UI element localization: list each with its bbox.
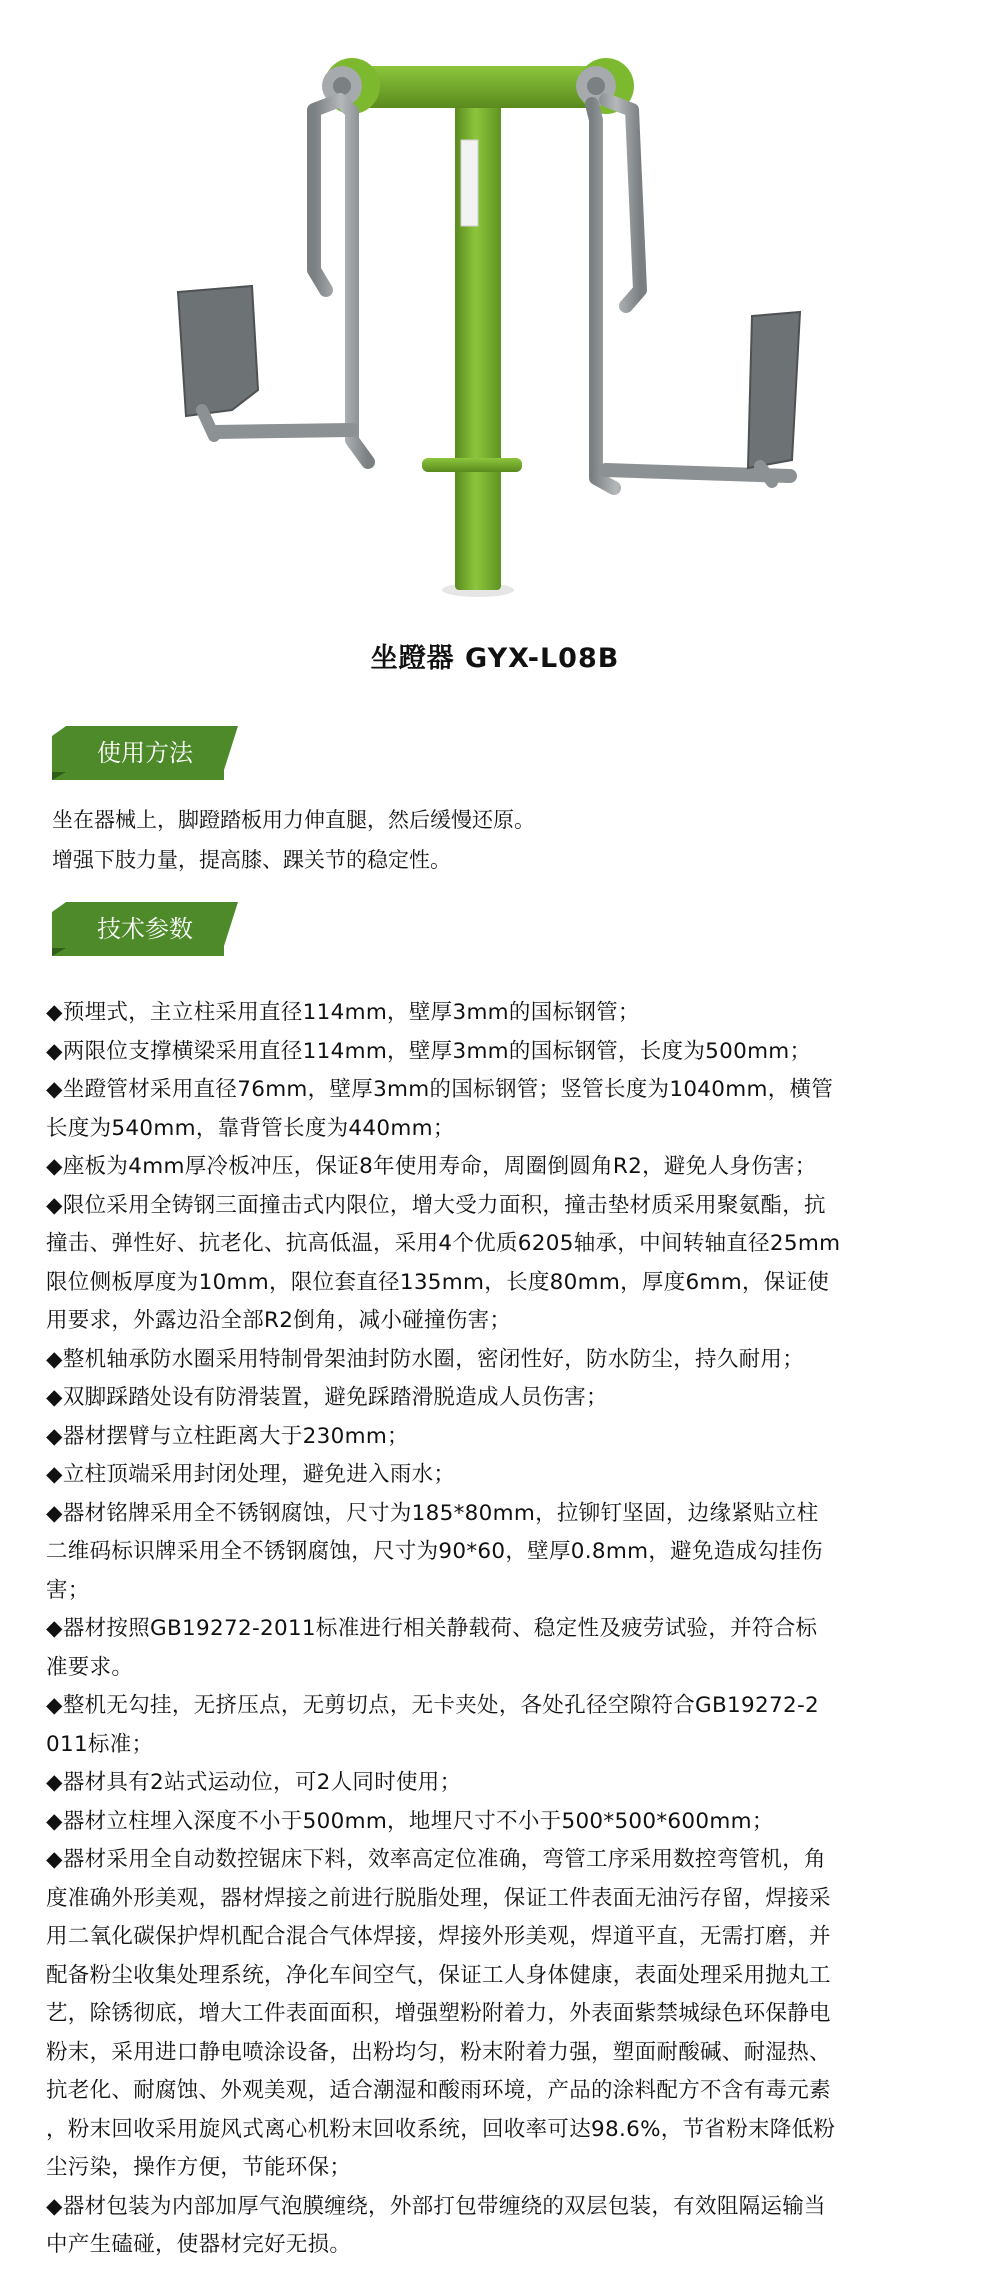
spec-line: 011标准；	[46, 1731, 154, 1757]
spec-line: ◆器材铭牌采用全不锈钢腐蚀，尺寸为185*80mm，拉铆钉坚固，边缘紧贴立柱	[46, 1500, 819, 1526]
spec-line: 二维码标识牌采用全不锈钢腐蚀，尺寸为90*60，壁厚0.8mm，避免造成勾挂伤	[46, 1539, 823, 1564]
spec-line: ◆立柱顶端采用封闭处理，避免进入雨水；	[46, 1462, 456, 1487]
spec-list	[46, 994, 966, 2265]
spec-line: 准要求。	[46, 1654, 134, 1680]
spec-line: 长度为540mm，靠背管长度为440mm；	[46, 1115, 455, 1141]
product-image	[0, 0, 990, 620]
left-swing-arm	[314, 100, 368, 462]
spec-line: 用要求，外露边沿全部R2倒角，减小碰撞伤害；	[46, 1308, 512, 1333]
product-title: 坐蹬器 GYX-L08B	[370, 643, 620, 674]
spec-line: 撞击、弹性好、抗老化、抗高低温，采用4个优质6205轴承，中间转轴直径25mm	[46, 1231, 841, 1256]
spec-line: 限位侧板厚度为10mm，限位套直径135mm，长度80mm，厚度6mm，保证使	[46, 1269, 830, 1295]
nameplate	[461, 140, 478, 226]
spec-line: ◆器材包装为内部加厚气泡膜缠绕，外部打包带缠绕的双层包装，有效阻隔运输当	[46, 2193, 826, 2219]
spec-line: ◆器材摆臂与立柱距离大于230mm；	[46, 1423, 409, 1449]
spec-line: ◆双脚踩踏处设有防滑装置，避免踩踏滑脱造成人员伤害；	[46, 1385, 608, 1410]
spec-line: ◆器材采用全自动数控锯床下料，效率高定位准确，弯管工序采用数控弯管机，角	[46, 1847, 826, 1872]
top-beam	[345, 66, 615, 108]
spec-line: ◆坐蹬管材采用直径76mm，壁厚3mm的国标钢管；竖管长度为1040mm，横管	[46, 1077, 834, 1102]
spec-line: 害；	[46, 1577, 90, 1603]
spec-line: ◆限位采用全铸钢三面撞击式内限位，增大受力面积，撞击垫材质采用聚氨酯，抗	[46, 1192, 826, 1218]
usage-heading: 使用方法	[97, 739, 193, 767]
foot-peg	[422, 458, 522, 472]
specs-section-header	[52, 902, 238, 956]
spec-line: ◆整机轴承防水圈采用特制骨架油封防水圈，密闭性好，防水防尘，持久耐用；	[46, 1346, 805, 1372]
spec-line: 粉末，采用进口静电喷涂设备，出粉均匀，粉末附着力强，塑面耐酸碱、耐湿热、	[46, 2039, 831, 2065]
usage-text	[52, 800, 952, 880]
spec-line: 艺，除锈彻底，增大工件表面面积，增强塑粉附着力，外表面紫禁城绿色环保静电	[46, 2001, 831, 2026]
spec-line: 抗老化、耐腐蚀、外观美观，适合潮湿和酸雨环境，产品的涂料配方不含有毒元素	[46, 2078, 831, 2103]
spec-line: 配备粉尘收集处理系统，净化车间空气，保证工人身体健康，表面处理采用抛丸工	[46, 1962, 831, 1988]
spec-line: ◆座板为4mm厚冷板冲压，保证8年使用寿命，周圈倒圆角R2，避免人身伤害；	[46, 1154, 817, 1179]
usage-line: 增强下肢力量，提高膝、踝关节的稳定性。	[52, 848, 451, 872]
spec-line: 用二氧化碳保护焊机配合混合气体焊接，焊接外形美观，焊道平直，无需打磨，并	[46, 1924, 831, 1949]
spec-line: ◆整机无勾挂，无挤压点，无剪切点，无卡夹处，各处孔径空隙符合GB19272-2	[46, 1693, 819, 1718]
right-swing-arm	[592, 100, 640, 488]
spec-line: ◆器材具有2站式运动位，可2人同时使用；	[46, 1770, 462, 1795]
spec-line: 尘污染，操作方便，节能环保；	[46, 2155, 352, 2180]
spec-line: ◆器材立柱埋入深度不小于500mm，地埋尺寸不小于500*500*600mm；	[46, 1808, 774, 1834]
spec-line: ◆两限位支撑横梁采用直径114mm，壁厚3mm的国标钢管，长度为500mm；	[46, 1038, 812, 1064]
right-backrest	[748, 312, 800, 468]
spec-line: 中产生磕碰，使器材完好无损。	[46, 2232, 352, 2257]
spec-line: ◆预埋式，主立柱采用直径114mm，壁厚3mm的国标钢管；	[46, 1000, 640, 1025]
spec-line: ◆器材按照GB19272-2011标准进行相关静载荷、稳定性及疲劳试验，并符合标	[46, 1616, 818, 1641]
spec-line: 度准确外形美观，器材焊接之前进行脱脂处理，保证工件表面无油污存留，焊接采	[46, 1885, 831, 1911]
left-backrest	[178, 286, 258, 416]
spec-line: ，粉末回收采用旋风式离心机粉末回收系统，回收率可达98.6%，节省粉末降低粉	[46, 2116, 836, 2142]
usage-section-header	[52, 726, 238, 780]
specs-heading: 技术参数	[97, 915, 193, 943]
usage-line: 坐在器械上，脚蹬踏板用力伸直腿，然后缓慢还原。	[52, 808, 535, 832]
